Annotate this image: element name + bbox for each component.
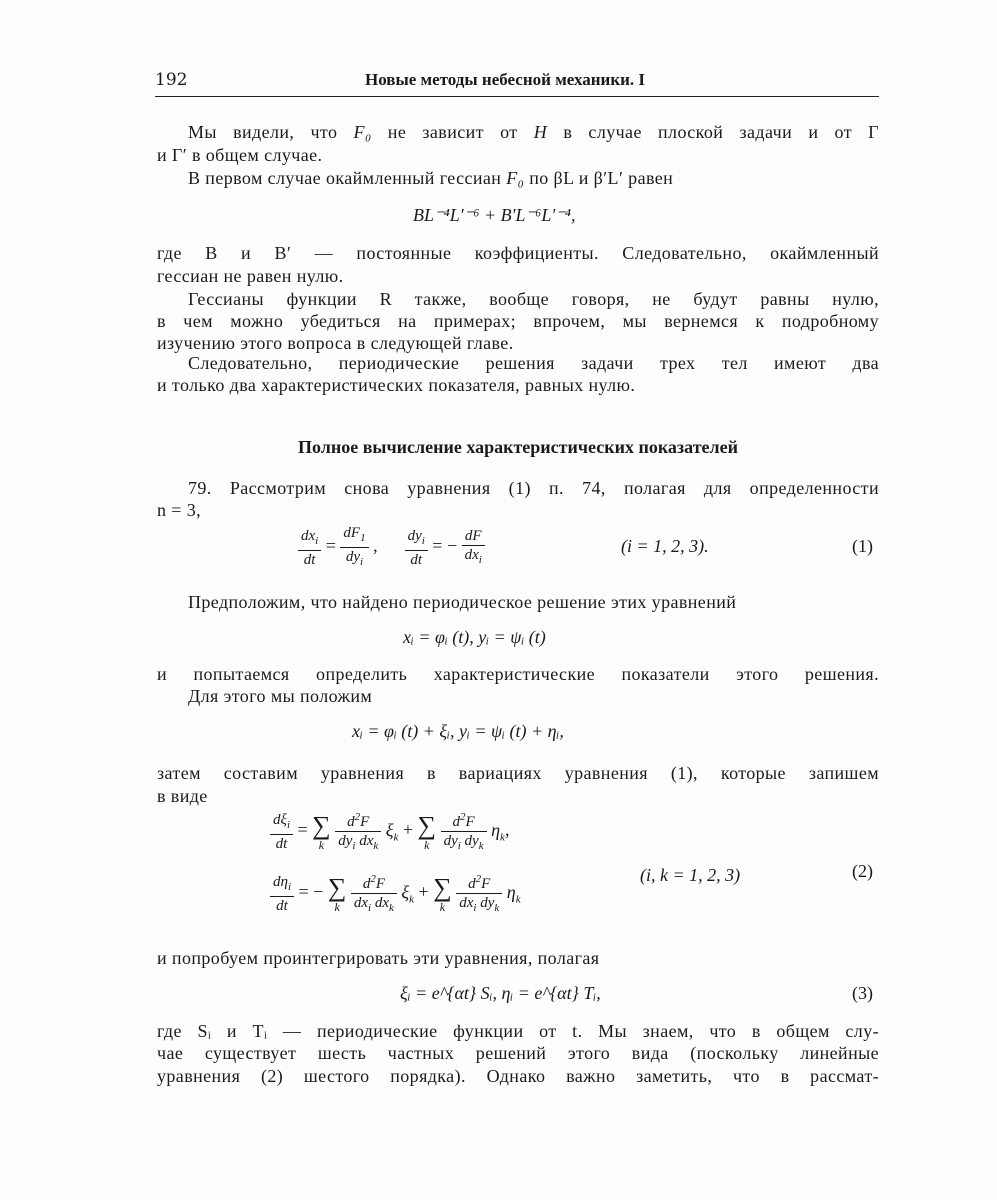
text-line: и попробуем проинтегрировать эти уравнения, полагая [157,948,600,968]
equation-2-line-1: $\frac{d\xi_i}{dt}$ = ∑ k $\frac{d^2F}{dy_i dx_k}$ $\xi_k$ + ∑ k $\frac{d^2F}{dy_i dy_k}$ $\eta_k$, [270,808,509,855]
text-line: и только два характеристических показателя, равных нулю. [157,375,636,395]
text-line: 79. Рассмотрим снова уравнения (1) п. 74, полагая для определенности [188,478,879,498]
text-line: изучению этого вопроса в следующей главе. [157,333,514,353]
text-line: в виде [157,786,208,806]
text-line: где B и B′ — постоянные коэффициенты. Следовательно, окаймленный [157,243,879,263]
periodic-solution: xᵢ = φᵢ (t), yᵢ = ψᵢ (t) [403,627,546,647]
equation-1: $\frac{dx_i}{dt}$ = $\frac{dF_1}{dy_i}$ , $\frac{dy_i}{dt}$ = − $\frac{dF}{dx_i}$ [298,524,485,571]
running-title: Новые методы небесной механики. I [365,70,646,89]
text-line: гессиан не равен нулю. [157,266,344,286]
equation-2-range: (i, k = 1, 2, 3) [640,865,741,885]
text-line: в чем можно убедиться на примерах; впрочем, мы вернемся к подробному [157,311,879,331]
equation-2-line-2: $\frac{d\eta_i}{dt}$ = − ∑ k $\frac{d^2F}{dx_i dx_k}$ $\xi_k$ + ∑ k $\frac{d^2F}{dx_i dy_k}$ $\eta_k$ [270,870,521,917]
equation-3-number: (3) [852,983,873,1003]
equation-1-number: (1) [852,536,873,556]
page-number: 192 [155,70,188,90]
equation-1-range: (i = 1, 2, 3). [621,536,709,556]
text-line: В первом случае окаймленный гессиан F₀ по βL и β′L′ равен [188,168,674,188]
text-line: Следовательно, периодические решения задачи трех тел имеют два [188,353,879,373]
text-line: Для этого мы положим [188,686,373,706]
equation-3: ξᵢ = e^{αt} Sᵢ, ηᵢ = e^{αt} Tᵢ, [400,983,601,1003]
text-line: и попытаемся определить характеристические показатели этого решения. [157,664,879,684]
text-line: уравнения (2) шестого порядка). Однако важно заметить, что в рассмат- [157,1066,879,1086]
text-line: где Sᵢ и Tᵢ — периодические функции от t. Мы знаем, что в общем слу- [157,1021,879,1041]
text-line: Гессианы функции R также, вообще говоря, не будут равны нулю, [188,289,879,309]
text-line: затем составим уравнения в вариациях уравнения (1), которые запишем [157,763,879,783]
text-line: чае существует шесть частных решений этого вида (поскольку линейные [157,1043,879,1063]
equation-2-number: (2) [852,861,873,881]
perturbed-solution: xᵢ = φᵢ (t) + ξᵢ, yᵢ = ψᵢ (t) + ηᵢ, [352,721,564,741]
text-line: и Г′ в общем случае. [157,145,323,165]
text-line: n = 3, [157,500,202,520]
section-heading: Полное вычисление характеристических показателей [297,437,738,457]
header-rule [155,96,879,97]
text-line: Предположим, что найдено периодическое решение этих уравнений [188,592,737,612]
hessian-formula: BL⁻⁴L′⁻⁶ + B′L⁻⁶L′⁻⁴, [413,205,576,225]
text-line: Мы видели, что F₀ не зависит от H в случае плоской задачи и от Г [188,122,879,142]
